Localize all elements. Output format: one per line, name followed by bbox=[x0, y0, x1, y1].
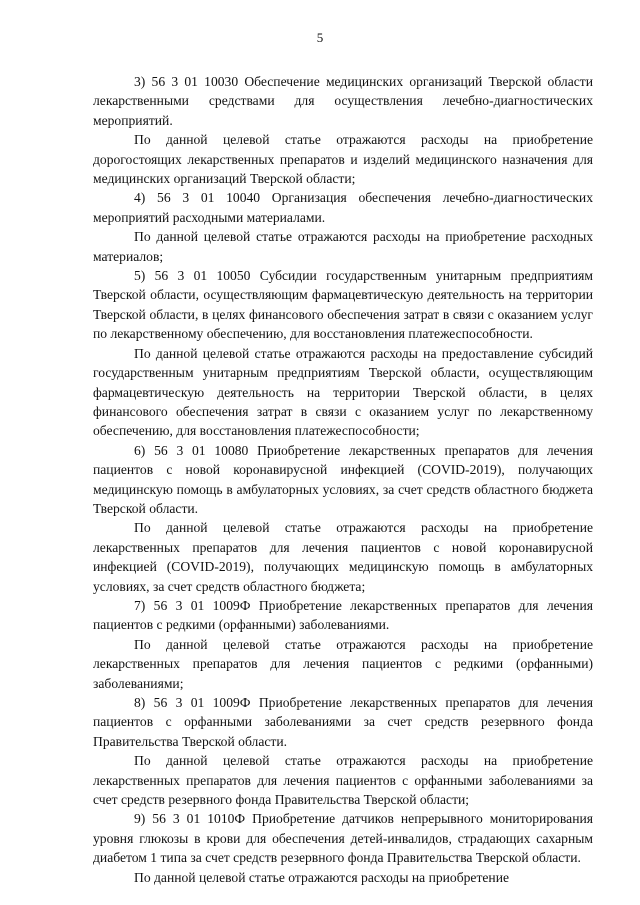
page-number: 5 bbox=[316, 30, 324, 45]
paragraph-item-9-note: По данной целевой статье отражаются расходы на приобретение bbox=[134, 869, 510, 885]
paragraph-item-5: 5) 56 3 01 10050 Субсидии государственным унитарным предприятиям Тверской области, осуществляющим фармацевтическую деятельность на территории Тверской области, в целях финансового обеспечения затрат в связи с оказанием услуг по лекарственному обеспечению, для восстановления платежеспособности. bbox=[93, 268, 593, 342]
paragraph-item-6: 6) 56 3 01 10080 Приобретение лекарственных препаратов для лечения пациентов с новой коронавирусной инфекцией (COVID-2019), получающих медицинскую помощь в амбулаторных условиях, за счет средств областного бюджета Тверской области. bbox=[93, 442, 593, 516]
paragraph-item-5-note: По данной целевой статье отражаются расходы на предоставление субсидий государственным унитарным предприятиям Тверской области, осуществляющим фармацевтическую деятельность на территории Тверской области, в целях финансового обеспечения затрат в связи с оказанием услуг по лекарственному обеспечению, для восстановления платежеспособности; bbox=[93, 345, 593, 439]
paragraph-item-7-note: По данной целевой статье отражаются расходы на приобретение лекарственных препаратов для лечения пациентов с редкими (орфанными) заболеваниями; bbox=[93, 636, 593, 691]
document-body bbox=[93, 72, 593, 887]
paragraph-item-6-note: По данной целевой статье отражаются расходы на приобретение лекарственных препаратов для лечения пациентов с новой коронавирусной инфекцией (COVID-2019), получающих медицинскую помощь в амбулаторных условиях, за счет средств областного бюджета; bbox=[93, 520, 593, 594]
paragraph-item-4: 4) 56 3 01 10040 Организация обеспечения лечебно-диагностических мероприятий расходными материалами. bbox=[93, 190, 593, 225]
paragraph-item-9: 9) 56 3 01 1010Ф Приобретение датчиков непрерывного мониторирования уровня глюкозы в крови для обеспечения детей-инвалидов, страдающих сахарным диабетом 1 типа за счет средств резервного фонда Правительства Тверской области. bbox=[93, 811, 593, 866]
paragraph-item-7: 7) 56 3 01 1009Ф Приобретение лекарственных препаратов для лечения пациентов с редкими (орфанными) заболеваниями. bbox=[93, 597, 593, 633]
paragraph-item-8: 8) 56 3 01 1009Ф Приобретение лекарственных препаратов для лечения пациентов с орфанными заболеваниями за счет средств резервного фонда Правительства Тверской области. bbox=[93, 695, 593, 749]
paragraph-item-3-note: По данной целевой статье отражаются расходы на приобретение дорогостоящих лекарственных препаратов и изделий медицинского назначения для медицинских организаций Тверской области; bbox=[93, 132, 593, 187]
paragraph-item-8-note: По данной целевой статье отражаются расходы на приобретение лекарственных препаратов для лечения пациентов с орфанными заболеваниями за счет средств резервного фонда Правительства Тверской области; bbox=[93, 753, 593, 808]
paragraph-item-4-note: По данной целевой статье отражаются расходы на приобретение расходных материалов; bbox=[93, 229, 593, 264]
paragraph-item-3: 3) 56 3 01 10030 Обеспечение медицинских организаций Тверской области лекарственными средствами для осуществления лечебно-диагностических мероприятий. bbox=[93, 74, 593, 128]
